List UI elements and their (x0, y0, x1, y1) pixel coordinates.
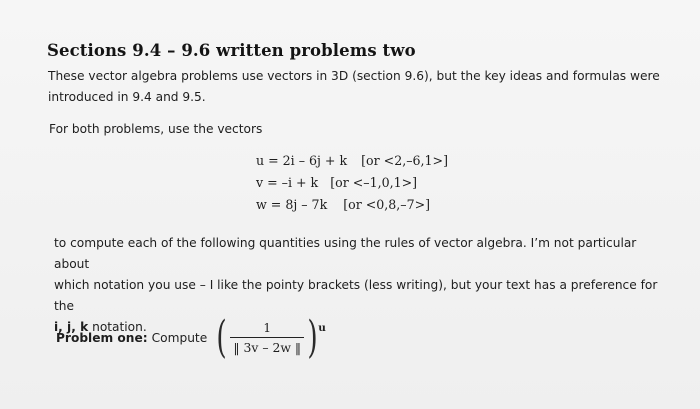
vector-u-row (256, 150, 448, 172)
instructions-line: to compute each of the following quantities using the rules of vector algebra. I’m not particular about (54, 236, 637, 271)
intro-line: These vector algebra problems use vectors in 3D (section 9.6), but the key ideas and formulas were (48, 69, 660, 83)
vector-w-row (256, 194, 448, 216)
vector-v-bracket-form: [or <–1,0,1>] (330, 175, 418, 190)
vector-v-row (256, 172, 448, 194)
fraction (230, 321, 304, 355)
vector-u-definition: u = 2i – 6j + k (256, 153, 348, 168)
vector-w-definition: w = 8j – 7k (256, 197, 328, 212)
problem-one-label: Problem one: (56, 331, 148, 345)
notation-suffix: notation. (88, 320, 147, 334)
intro-paragraph (48, 66, 668, 108)
vector-definitions (256, 150, 448, 216)
problem-one-verb: Compute (151, 331, 208, 345)
fraction-numerator: 1 (263, 321, 272, 335)
fraction-denominator: ‖ 3v – 2w ‖ (230, 337, 304, 355)
vector-u-bracket-form: [or <2,–6,1>] (361, 153, 449, 168)
problem-one-formula (213, 312, 326, 363)
vector-w-bracket-form: [or <0,8,–7>] (343, 197, 431, 212)
ijk-notation: i, j, k (54, 320, 89, 334)
problem-one (56, 312, 326, 363)
instructions-line: which notation you use – I like the pointy brackets (less writing), but your text has a preference for the (54, 278, 658, 313)
intro-line: introduced in 9.4 and 9.5. (48, 90, 206, 104)
lead-sentence: For both problems, use the vectors (49, 122, 263, 136)
left-paren: ( (216, 312, 227, 363)
vector-multiplier: u (318, 322, 326, 334)
right-paren: ) (307, 312, 318, 363)
page-title: Sections 9.4 – 9.6 written problems two (47, 41, 416, 60)
vector-v-definition: v = –i + k (256, 175, 319, 190)
